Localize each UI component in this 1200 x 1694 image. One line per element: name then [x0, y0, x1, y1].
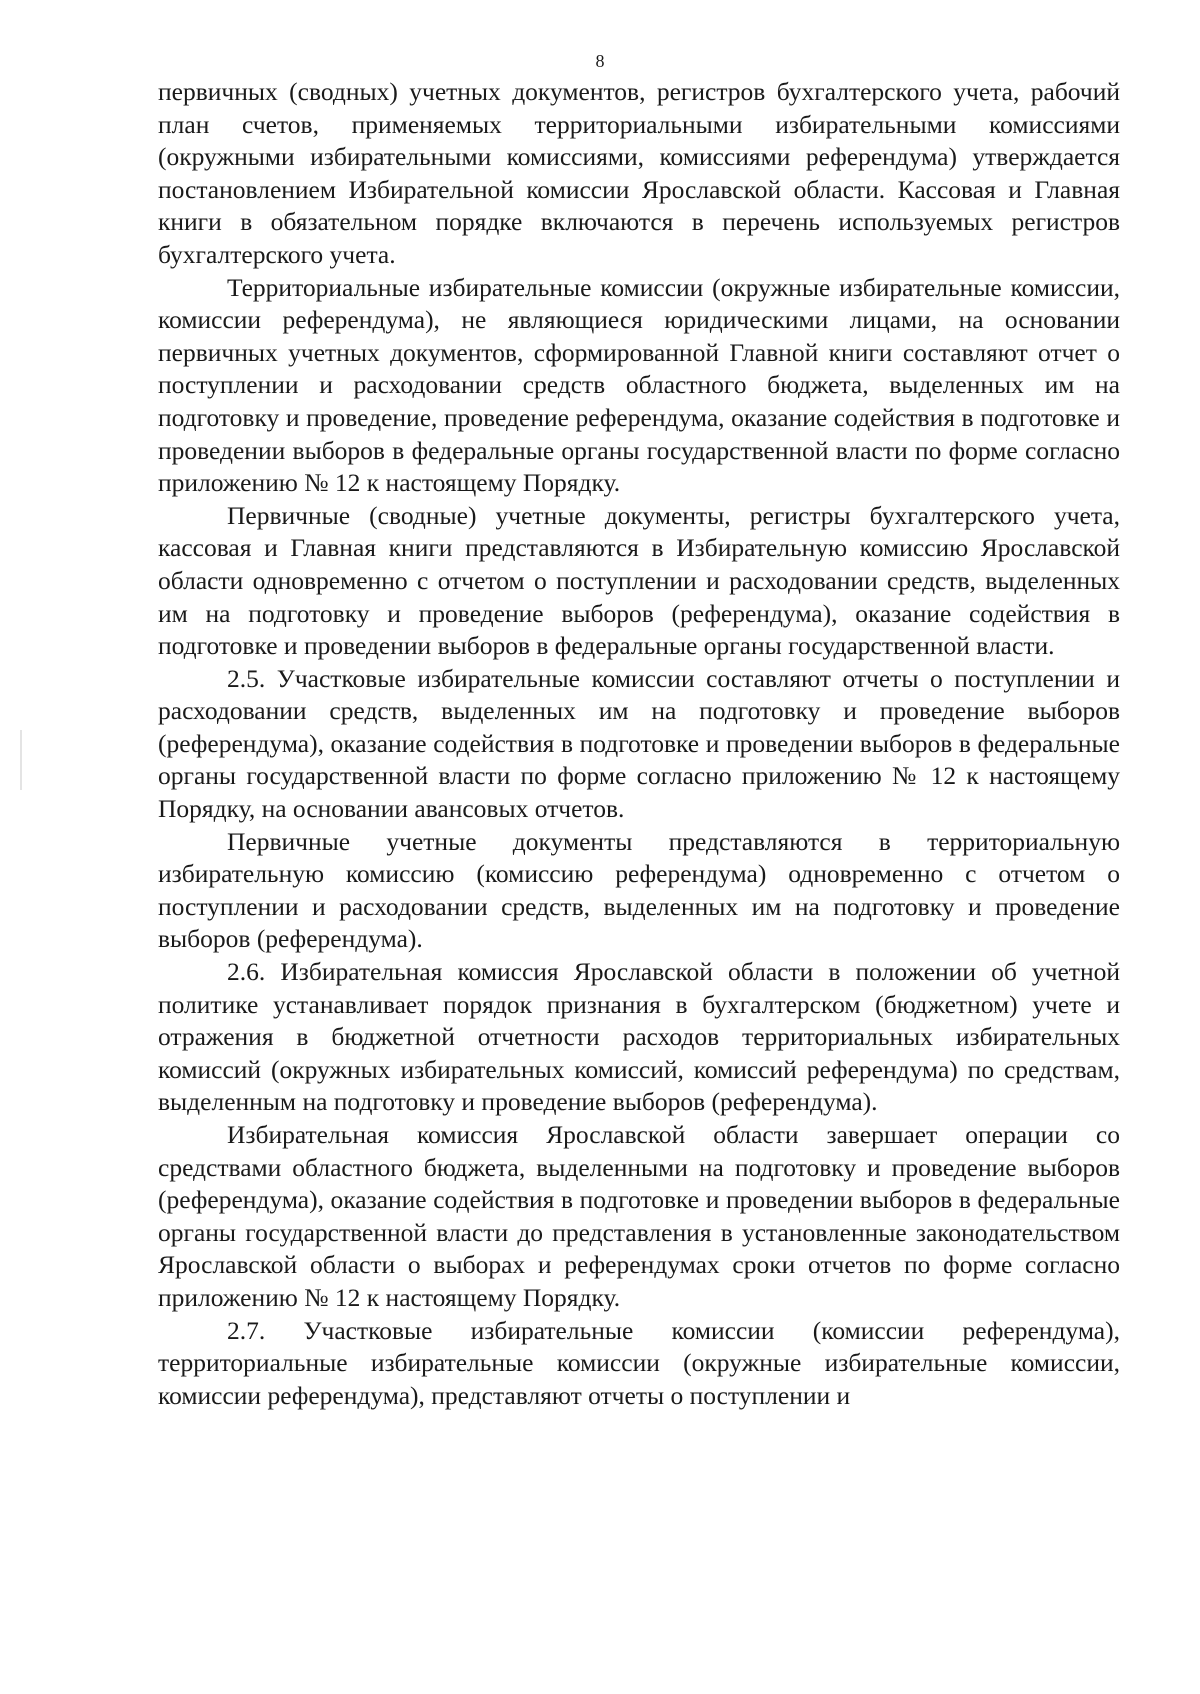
document-body	[158, 76, 1120, 1412]
paragraph-primary-documents-submission: Первичные (сводные) учетные документы, регистры бухгалтерского учета, кассовая и Главная книги представляются в Избирательную комиссию Ярославской области одновременно с отчетом о поступлении и расходовании средств, выделенных им на подготовку и проведение выборов (референдума), оказание содействия в подготовке и проведении выборов в федеральные органы государственной власти.	[158, 500, 1120, 661]
paragraph-territorial-commissions-report: Территориальные избирательные комиссии (окружные избирательные комиссии, комиссии референдума), не являющиеся юридическими лицами, на основании первичных учетных документов, сформированной Главной книги составляют отчет о поступлении и расходовании средств областного бюджета, выделенных им на подготовку и проведение, проведение референдума, оказание содействия в подготовке и проведении выборов в федеральные органы государственной власти по форме согласно приложению № 12 к настоящему Порядку.	[158, 272, 1120, 498]
paragraph-commission-completes-operations: Избирательная комиссия Ярославской области завершает операции со средствами областного бюджета, выделенными на подготовку и проведение выборов (референдума), оказание содействия в подготовке и проведении выборов в федеральные органы государственной власти до представления в установленные законодательством Ярославской области о выборах и референдумах сроки отчетов по форме согласно приложению № 12 к настоящему Порядку.	[158, 1120, 1120, 1312]
scan-artifact	[20, 730, 22, 790]
page-number: 8	[595, 51, 605, 71]
paragraph-section-2-5: 2.5. Участковые избирательные комиссии составляют отчеты о поступлении и расходовании средств, выделенных им на подготовку и проведение выборов (референдума), оказание содействия в подготовке и проведении выборов в федеральные органы государственной власти по форме согласно приложению № 12 к настоящему Порядку, на основании авансовых отчетов.	[158, 663, 1120, 824]
paragraph-primary-documents-to-territorial: Первичные учетные документы представляются в территориальную избирательную комиссию (комиссию референдума) одновременно с отчетом о поступлении и расходовании средств, выделенных им на подготовку и проведение выборов (референдума).	[158, 826, 1120, 954]
paragraph-section-2-6: 2.6. Избирательная комиссия Ярославской области в положении об учетной политике устанавливает порядок признания в бухгалтерском (бюджетном) учете и отражения в бюджетной отчетности расходов территориальных избирательных комиссий (окружных избирательных комиссий, комиссий референдума) по средствам, выделенным на подготовку и проведение выборов (референдума).	[158, 957, 1120, 1117]
paragraph-continuation: первичных (сводных) учетных документов, регистров бухгалтерского учета, рабочий план счетов, применяемых территориальными избирательными комиссиями (окружными избирательными комиссиями, комиссиями референдума) утверждается постановлением Избирательной комиссии Ярославской области. Кассовая и Главная книги в обязательном порядке включаются в перечень используемых регистров бухгалтерского учета.	[158, 77, 1120, 269]
paragraph-section-2-7: 2.7. Участковые избирательные комиссии (комиссии референдума), территориальные избирательные комиссии (окружные избирательные комиссии, комиссии референдума), представляют отчеты о поступлении и	[158, 1315, 1120, 1410]
